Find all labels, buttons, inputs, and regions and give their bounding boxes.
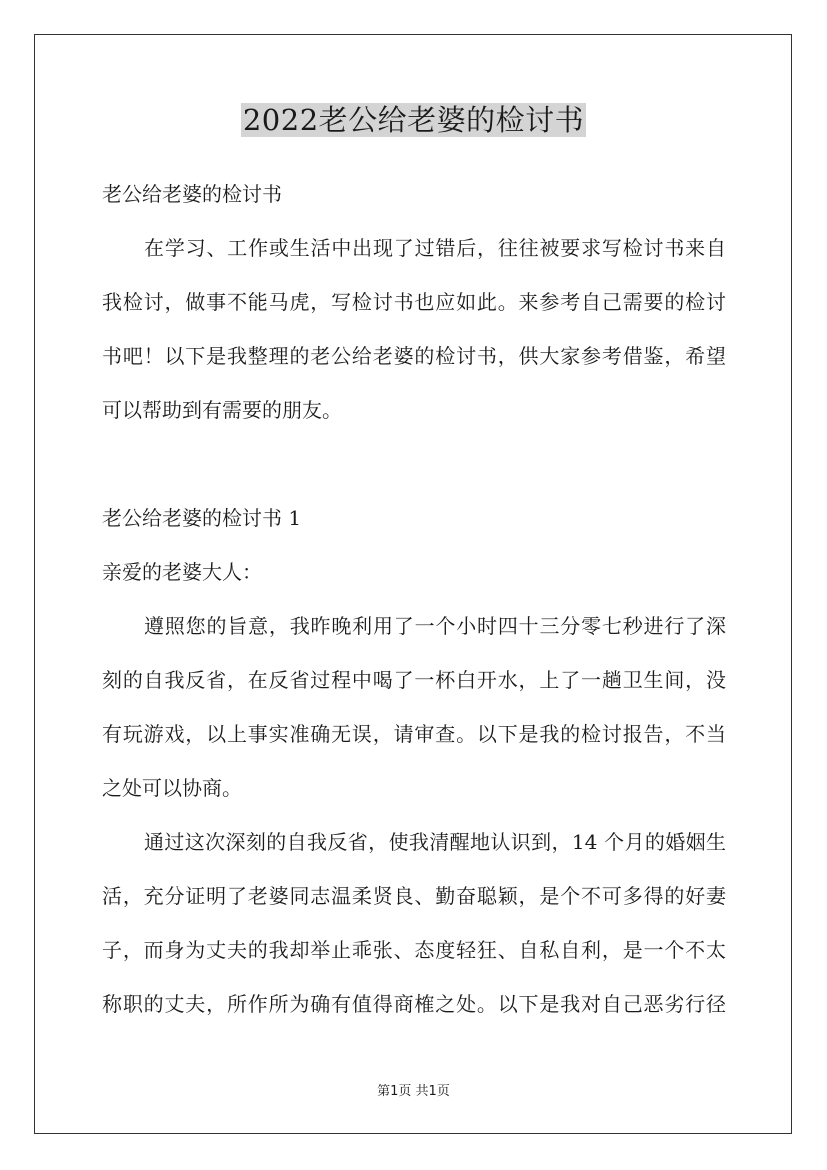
intro-paragraph-line-3: 书吧！以下是我整理的老公给老婆的检讨书，供大家参考借鉴，希望 [102, 344, 726, 368]
body-paragraph-2-line-4: 称职的丈夫，所作所为确有值得商榷之处。以下是我对自己恶劣行径 [102, 992, 726, 1016]
body-paragraph-1-line-3: 有玩游戏，以上事实准确无误，请审查。以下是我的检讨报告，不当 [102, 722, 726, 746]
section-heading: 老公给老婆的检讨书 [102, 182, 282, 206]
letter-heading: 老公给老婆的检讨书 1 [102, 506, 302, 530]
body-paragraph-2-line-3: 子，而身为丈夫的我却举止乖张、态度轻狂、自私自利，是一个不太 [102, 938, 726, 962]
document-title [0, 100, 827, 140]
body-paragraph-1-line-2: 刻的自我反省，在反省过程中喝了一杯白开水，上了一趟卫生间，没 [102, 668, 726, 692]
page-footer: 第1页 共1页 [377, 1084, 450, 1099]
salutation: 亲爱的老婆大人： [102, 560, 262, 584]
body-paragraph-1-line-4: 之处可以协商。 [102, 776, 242, 800]
intro-paragraph-line-4: 可以帮助到有需要的朋友。 [102, 398, 342, 422]
body-paragraph-2-line-2: 活，充分证明了老婆同志温柔贤良、勤奋聪颖，是个不可多得的好妻 [102, 884, 726, 908]
body-paragraph-2-line-1: 通过这次深刻的自我反省，使我清醒地认识到，14 个月的婚姻生 [144, 830, 726, 854]
intro-paragraph-line-2: 我检讨，做事不能马虎，写检讨书也应如此。来参考自己需要的检讨 [102, 290, 726, 314]
document-title-text: 2022老公给老婆的检讨书 [242, 103, 585, 137]
body-paragraph-1-line-1: 遵照您的旨意，我昨晚利用了一个小时四十三分零七秒进行了深 [144, 614, 726, 638]
intro-paragraph-line-1: 在学习、工作或生活中出现了过错后，往往被要求写检讨书来自 [144, 236, 726, 260]
